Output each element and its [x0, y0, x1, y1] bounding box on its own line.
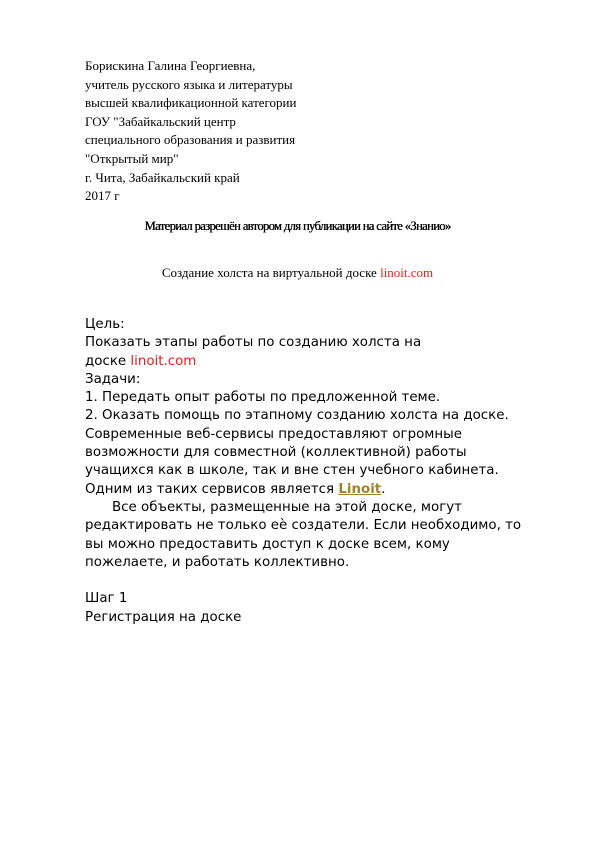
goal-line [85, 353, 555, 371]
linoit-link[interactable]: linoit.com [130, 353, 197, 369]
paragraph-line: пожелаете, и работать коллективно. [85, 554, 350, 570]
paragraph-line: возможности для совместной (коллективной) работы [85, 445, 467, 461]
author-line: Борискина Галина Георгиевна, [85, 58, 256, 73]
document-title [0, 265, 595, 281]
goal-line: Показать этапы работы по созданию холста на [85, 335, 422, 351]
title-text: Создание холста на виртуальной доске [161, 265, 381, 280]
step-title: Регистрация на доске [85, 609, 242, 625]
paragraph-text: . [381, 481, 386, 497]
author-block [85, 57, 296, 206]
paragraph-line: редактировать не только еѐ создатели. Если необходимо, то [85, 518, 522, 534]
paragraph-line: учащихся как в школе, так и вне стен учебного кабинета. [85, 463, 499, 479]
author-line: 2017 г [85, 188, 120, 204]
paragraph-line: Современные веб-сервисы предоставляют огромные [85, 426, 462, 442]
body-content [85, 316, 555, 627]
author-line: "Открытый мир" [85, 150, 179, 166]
blank-line [85, 572, 555, 590]
permission-notice: Материал разрешён автором для публикации на сайте «Знанио» [144, 219, 451, 233]
task-item: 2. Оказать помощь по этапному созданию холста на доске. [85, 408, 509, 424]
title-link[interactable]: linoit.com [380, 265, 434, 280]
tasks-label: Задачи: [85, 371, 141, 387]
author-line: учитель русского языка и литературы [85, 76, 293, 92]
author-line: специального образования и развития [85, 132, 296, 148]
author-line: ГОУ "Забайкальский центр [85, 113, 236, 129]
author-line: высшей квалификационной категории [85, 95, 297, 111]
author-line: г. Чита, Забайкальский край [85, 169, 240, 185]
linoit-service-link[interactable]: Linoit [338, 481, 382, 497]
step-label: Шаг 1 [85, 591, 128, 607]
goal-line-text: доске [85, 353, 131, 369]
paragraph-text: Одним из таких сервисов является [85, 481, 339, 497]
paragraph-line: Все объекты, размещенные на этой доске, могут [112, 499, 462, 515]
goal-label: Цель: [85, 317, 125, 332]
paragraph-line: вы можно предоставить доступ к доске всем, кому [85, 536, 450, 552]
paragraph-line [85, 481, 555, 499]
task-item: 1. Передать опыт работы по предложенной теме. [85, 390, 441, 406]
